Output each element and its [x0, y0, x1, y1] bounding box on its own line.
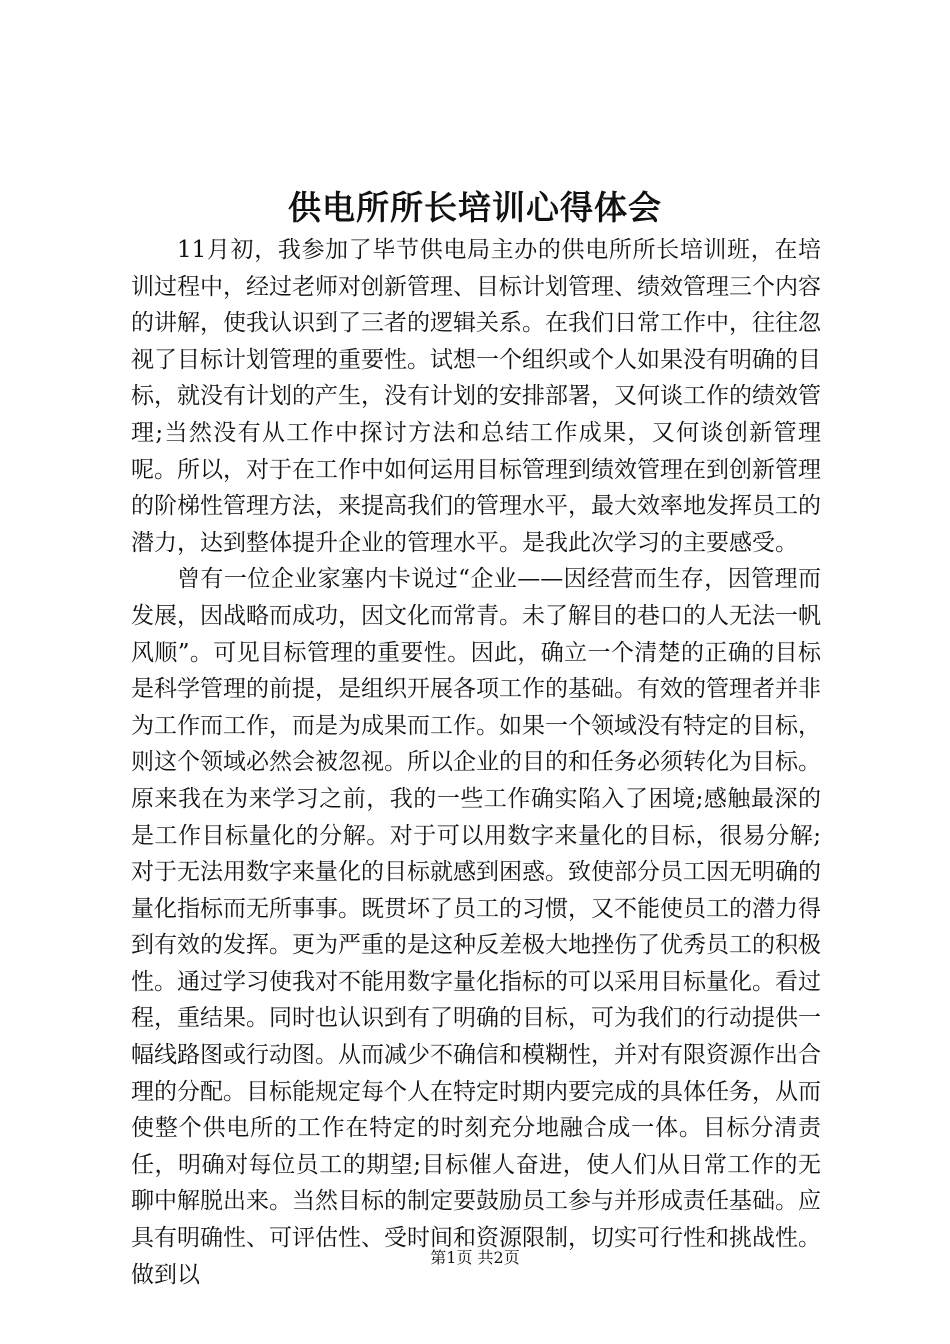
page-number-footer: 第1页 共2页 [430, 1248, 520, 1267]
paragraph-2: 曾有一位企业家塞内卡说过“企业——因经营而生存，因管理而发展，因战略而成功，因文化而常青。未了解目的巷口的人无法一帆风顺”。可见目标管理的重要性。因此，确立一个清楚的正确的目标是科学管理的前提，是组织开展各项工作的基础。有效的管理者并非为工作而工作，而是为成果而工作。如果一个领域没有特定的目标，则这个领域必然会被忽视。所以企业的目的和任务必须转化为目标。原来我在为来学习之前，我的一些工作确实陷入了困境;感触最深的是工作目标量化的分解。对于可以用数字来量化的目标，很易分解;对于无法用数字来量化的目标就感到困惑。致使部分员工因无明确的量化指标而无所事事。既贯坏了员工的习惯，又不能使员工的潜力得到有效的发挥。更为严重的是这种反差极大地挫伤了优秀员工的积极性。通过学习使我对不能用数字量化指标的可以采用目标量化。看过程，重结果。同时也认识到有了明确的目标，可为我们的行动提供一幅线路图或行动图。从而减少不确信和模糊性，并对有限资源作出合理的分配。目标能规定每个人在特定时期内要完成的具体任务，从而使整个供电所的工作在特定的时刻充分地融合成一体。目标分清责任，明确对每位员工的期望;目标催人奋进，使人们从日常工作的无聊中解脱出来。当然目标的制定要鼓励员工参与并形成责任基础。应具有明确性、可评估性、受时间和资源限制，切实可行性和挑战性。做到以 [131, 566, 821, 1288]
paragraph-1: 11月初，我参加了毕节供电局主办的供电所所长培训班，在培训过程中，经过老师对创新管理、目标计划管理、绩效管理三个内容的讲解，使我认识到了三者的逻辑关系。在我们日常工作中，往往忽视了目标计划管理的重要性。试想一个组织或个人如果没有明确的目标，就没有计划的产生，没有计划的安排部署，又何谈工作的绩效管理;当然没有从工作中探讨方法和总结工作成果，又何谈创新管理呢。所以，对于在工作中如何运用目标管理到绩效管理在到创新管理的阶梯性管理方法，来提高我们的管理水平，最大效率地发挥员工的潜力，达到整体提升企业的管理水平。是我此次学习的主要感受。 [131, 237, 821, 556]
document-body [131, 232, 821, 1293]
document-title: 供电所所长培训心得体会 [288, 188, 662, 227]
